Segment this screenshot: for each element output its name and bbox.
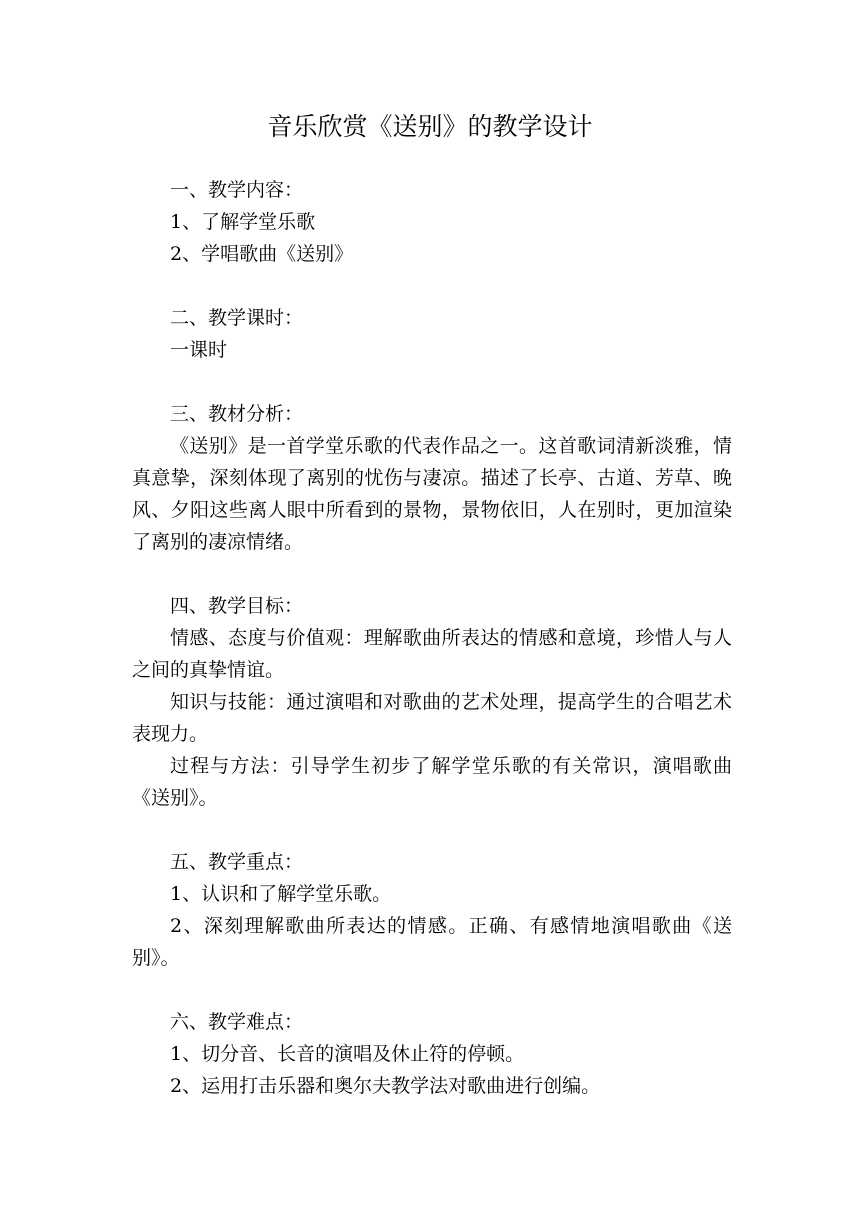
section-line: 2、学唱歌曲《送别》 [170,243,354,265]
section-heading: 四、教学目标： [170,595,304,617]
section-line: 1、了解学堂乐歌 [170,211,316,233]
section-paragraph: 知识与技能：通过演唱和对歌曲的艺术处理，提高学生的合唱艺术表现力。 [132,691,732,745]
section-line: 1、切分音、长音的演唱及休止符的停顿。 [170,1043,525,1065]
section-paragraph: 过程与方法：引导学生初步了解学堂乐歌的有关常识，演唱歌曲《送别》。 [132,755,732,809]
document-title: 音乐欣赏《送别》的教学设计 [267,112,593,141]
document-body [132,174,732,1102]
section-paragraph: 《送别》是一首学堂乐歌的代表作品之一。这首歌词清新淡雅，情真意挚，深刻体现了离别的忧伤与凄凉。描述了长亭、古道、芳草、晚风、夕阳这些离人眼中所看到的景物，景物依旧，人在别时，更加渲染了离别的凄凉情绪。 [132,435,732,553]
section-paragraph: 情感、态度与价值观：理解歌曲所表达的情感和意境，珍惜人与人之间的真挚情谊。 [132,627,732,681]
section-line: 2、运用打击乐器和奥尔夫教学法对歌曲进行创编。 [170,1075,601,1097]
section-heading: 二、教学课时： [170,307,304,329]
section-paragraph: 2、深刻理解歌曲所表达的情感。正确、有感情地演唱歌曲《送别》。 [132,915,732,969]
section-heading: 三、教材分析： [170,403,304,425]
section-line: 1、认识和了解学堂乐歌。 [170,883,392,905]
section-heading: 六、教学难点： [170,1011,304,1033]
section-line: 一课时 [170,339,228,361]
section-heading: 一、教学内容： [170,179,304,201]
section-heading: 五、教学重点： [170,851,304,873]
